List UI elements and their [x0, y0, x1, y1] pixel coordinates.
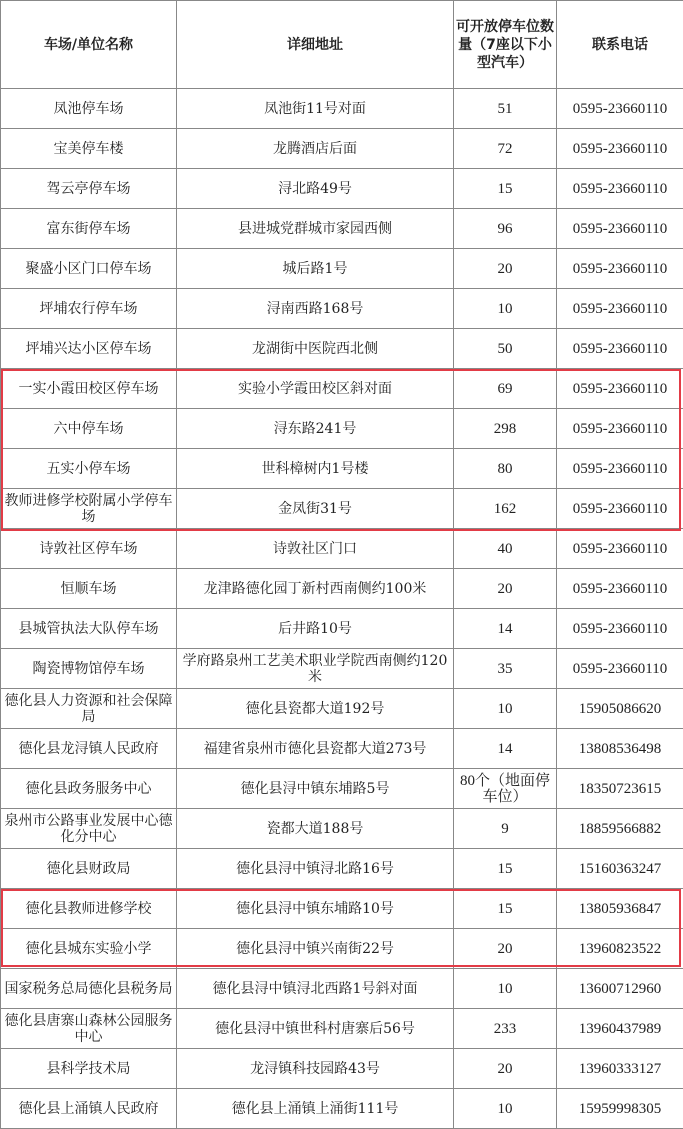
cell-name: 德化县上涌镇人民政府	[1, 1089, 177, 1129]
cell-name: 德化县财政局	[1, 849, 177, 889]
cell-phone: 0595-23660110	[557, 209, 683, 249]
cell-count: 162	[454, 489, 557, 529]
cell-name: 五实小停车场	[1, 449, 177, 489]
header-row	[1, 1, 683, 89]
table-row	[1, 489, 683, 529]
table-body	[1, 89, 683, 1129]
cell-name: 六中停车场	[1, 409, 177, 449]
cell-address: 德化县浔中镇东埔路10号	[177, 889, 454, 929]
cell-count: 96	[454, 209, 557, 249]
cell-count: 20	[454, 569, 557, 609]
cell-phone: 0595-23660110	[557, 169, 683, 209]
cell-phone: 0595-23660110	[557, 529, 683, 569]
table-row	[1, 369, 683, 409]
cell-name: 驾云亭停车场	[1, 169, 177, 209]
cell-name: 诗敦社区停车场	[1, 529, 177, 569]
table-row	[1, 129, 683, 169]
cell-address: 龙腾酒店后面	[177, 129, 454, 169]
cell-address: 德化县浔中镇东埔路5号	[177, 769, 454, 809]
cell-count: 20	[454, 929, 557, 969]
cell-count: 14	[454, 729, 557, 769]
header-address: 详细地址	[177, 1, 454, 89]
cell-address: 浔南西路168号	[177, 289, 454, 329]
cell-phone: 13808536498	[557, 729, 683, 769]
cell-count: 10	[454, 689, 557, 729]
cell-name: 德化县城东实验小学	[1, 929, 177, 969]
cell-phone: 0595-23660110	[557, 409, 683, 449]
cell-phone: 13600712960	[557, 969, 683, 1009]
cell-count: 35	[454, 649, 557, 689]
cell-name: 德化县唐寨山森林公园服务中心	[1, 1009, 177, 1049]
cell-address: 德化县浔中镇浔北路16号	[177, 849, 454, 889]
cell-phone: 0595-23660110	[557, 569, 683, 609]
cell-name: 县科学技术局	[1, 1049, 177, 1089]
cell-phone: 0595-23660110	[557, 289, 683, 329]
cell-phone: 0595-23660110	[557, 89, 683, 129]
cell-address: 龙浔镇科技园路43号	[177, 1049, 454, 1089]
cell-name: 富东街停车场	[1, 209, 177, 249]
table-row	[1, 1049, 683, 1089]
table-row	[1, 529, 683, 569]
table-row	[1, 729, 683, 769]
cell-address: 学府路泉州工艺美术职业学院西南侧约120米	[177, 649, 454, 689]
table-row	[1, 889, 683, 929]
table-row	[1, 1009, 683, 1049]
cell-name: 德化县教师进修学校	[1, 889, 177, 929]
cell-count: 51	[454, 89, 557, 129]
table-row	[1, 769, 683, 809]
cell-phone: 0595-23660110	[557, 489, 683, 529]
cell-phone: 13960437989	[557, 1009, 683, 1049]
cell-count: 15	[454, 169, 557, 209]
table-row	[1, 969, 683, 1009]
cell-count: 72	[454, 129, 557, 169]
cell-address: 浔北路49号	[177, 169, 454, 209]
cell-phone: 13960333127	[557, 1049, 683, 1089]
cell-phone: 0595-23660110	[557, 129, 683, 169]
cell-phone: 0595-23660110	[557, 249, 683, 289]
table-row	[1, 849, 683, 889]
table-row	[1, 169, 683, 209]
table-row	[1, 289, 683, 329]
cell-phone: 13960823522	[557, 929, 683, 969]
cell-address: 德化县浔中镇浔北西路1号斜对面	[177, 969, 454, 1009]
cell-name: 德化县人力资源和社会保障局	[1, 689, 177, 729]
table-row	[1, 329, 683, 369]
cell-count: 10	[454, 1089, 557, 1129]
cell-name: 宝美停车楼	[1, 129, 177, 169]
table-row	[1, 569, 683, 609]
cell-name: 泉州市公路事业发展中心德化分中心	[1, 809, 177, 849]
cell-address: 金凤街31号	[177, 489, 454, 529]
cell-name: 县城管执法大队停车场	[1, 609, 177, 649]
cell-address: 浔东路241号	[177, 409, 454, 449]
cell-count: 15	[454, 849, 557, 889]
table-row	[1, 449, 683, 489]
cell-phone: 18859566882	[557, 809, 683, 849]
table-row	[1, 929, 683, 969]
cell-name: 教师进修学校附属小学停车场	[1, 489, 177, 529]
cell-name: 坪埔兴达小区停车场	[1, 329, 177, 369]
table-row	[1, 89, 683, 129]
cell-count: 233	[454, 1009, 557, 1049]
cell-name: 国家税务总局德化县税务局	[1, 969, 177, 1009]
cell-name: 坪埔农行停车场	[1, 289, 177, 329]
cell-count: 298	[454, 409, 557, 449]
cell-name: 聚盛小区门口停车场	[1, 249, 177, 289]
cell-phone: 0595-23660110	[557, 369, 683, 409]
cell-count: 10	[454, 289, 557, 329]
cell-address: 世科樟树内1号楼	[177, 449, 454, 489]
cell-address: 县进城党群城市家园西侧	[177, 209, 454, 249]
cell-name: 德化县龙浔镇人民政府	[1, 729, 177, 769]
cell-address: 龙湖街中医院西北侧	[177, 329, 454, 369]
header-phone: 联系电话	[557, 1, 683, 89]
table-row	[1, 249, 683, 289]
cell-address: 德化县上涌镇上涌街111号	[177, 1089, 454, 1129]
cell-address: 实验小学霞田校区斜对面	[177, 369, 454, 409]
cell-address: 龙津路德化园丁新村西南侧约100米	[177, 569, 454, 609]
cell-phone: 0595-23660110	[557, 609, 683, 649]
header-count: 可开放停车位数量（7座以下小型汽车）	[454, 1, 557, 89]
cell-count: 9	[454, 809, 557, 849]
cell-count: 80个（地面停车位）	[454, 769, 557, 809]
cell-phone: 15905086620	[557, 689, 683, 729]
cell-phone: 15160363247	[557, 849, 683, 889]
cell-phone: 15959998305	[557, 1089, 683, 1129]
cell-name: 恒顺车场	[1, 569, 177, 609]
table-row	[1, 689, 683, 729]
cell-phone: 0595-23660110	[557, 449, 683, 489]
cell-phone: 0595-23660110	[557, 329, 683, 369]
table-row	[1, 209, 683, 249]
cell-address: 德化县浔中镇兴南街22号	[177, 929, 454, 969]
cell-address: 德化县瓷都大道192号	[177, 689, 454, 729]
cell-count: 15	[454, 889, 557, 929]
cell-address: 凤池街11号对面	[177, 89, 454, 129]
cell-count: 69	[454, 369, 557, 409]
cell-address: 福建省泉州市德化县瓷都大道273号	[177, 729, 454, 769]
cell-phone: 13805936847	[557, 889, 683, 929]
table-row	[1, 609, 683, 649]
table-row	[1, 409, 683, 449]
cell-phone: 0595-23660110	[557, 649, 683, 689]
table-row	[1, 649, 683, 689]
cell-count: 14	[454, 609, 557, 649]
cell-count: 40	[454, 529, 557, 569]
cell-phone: 18350723615	[557, 769, 683, 809]
cell-address: 后井路10号	[177, 609, 454, 649]
cell-address: 城后路1号	[177, 249, 454, 289]
cell-name: 一实小霞田校区停车场	[1, 369, 177, 409]
cell-count: 50	[454, 329, 557, 369]
cell-count: 20	[454, 249, 557, 289]
table-row	[1, 1089, 683, 1129]
cell-name: 凤池停车场	[1, 89, 177, 129]
cell-name: 德化县政务服务中心	[1, 769, 177, 809]
cell-count: 20	[454, 1049, 557, 1089]
table-row	[1, 809, 683, 849]
header-name: 车场/单位名称	[1, 1, 177, 89]
cell-address: 瓷都大道188号	[177, 809, 454, 849]
cell-count: 10	[454, 969, 557, 1009]
cell-count: 80	[454, 449, 557, 489]
cell-address: 德化县浔中镇世科村唐寨后56号	[177, 1009, 454, 1049]
cell-name: 陶瓷博物馆停车场	[1, 649, 177, 689]
cell-address: 诗敦社区门口	[177, 529, 454, 569]
